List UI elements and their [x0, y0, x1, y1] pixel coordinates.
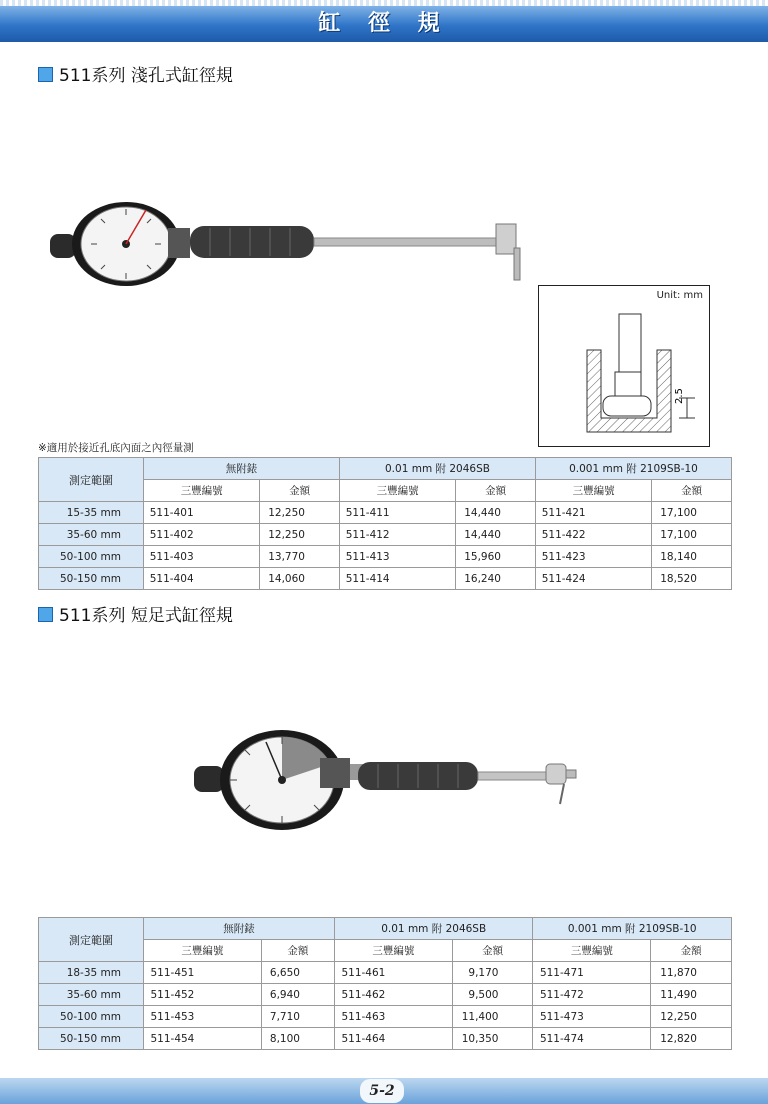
- group-2109sb-header: 0.001 mm 附 2109SB-10: [533, 918, 732, 940]
- price-cell: 12,250: [260, 502, 340, 524]
- range-cell: 50-100 mm: [39, 1006, 144, 1028]
- group-no-indicator-header: 無附錶: [144, 918, 335, 940]
- model-header: 三豐編號: [144, 480, 260, 502]
- range-cell: 50-150 mm: [39, 1028, 144, 1050]
- table-row: [39, 1006, 732, 1028]
- price-cell: 15,960: [456, 546, 536, 568]
- table-row: [39, 568, 732, 590]
- model-cell: 511-453: [144, 1006, 262, 1028]
- model-cell: 511-413: [339, 546, 455, 568]
- price-cell: 6,940: [261, 984, 334, 1006]
- group-2046sb-header: 0.01 mm 附 2046SB: [334, 918, 532, 940]
- model-cell: 511-462: [334, 984, 452, 1006]
- group-2109sb-header: 0.001 mm 附 2109SB-10: [535, 458, 731, 480]
- price-cell: 17,100: [652, 502, 732, 524]
- price-cell: 9,500: [452, 984, 533, 1006]
- price-table-shallow: [38, 457, 732, 590]
- model-cell: 511-412: [339, 524, 455, 546]
- table-row: [39, 502, 732, 524]
- range-cell: 15-35 mm: [39, 502, 144, 524]
- model-cell: 511-421: [535, 502, 651, 524]
- usage-note: ※適用於接近孔底內面之內徑量測: [38, 442, 194, 454]
- range-cell: 35-60 mm: [39, 984, 144, 1006]
- range-cell: 18-35 mm: [39, 962, 144, 984]
- model-cell: 511-401: [144, 502, 260, 524]
- bore-bottom-diagram: [538, 285, 710, 447]
- model-header: 三豐編號: [533, 940, 651, 962]
- group-2046sb-header: 0.01 mm 附 2046SB: [339, 458, 535, 480]
- model-cell: 511-454: [144, 1028, 262, 1050]
- price-cell: 6,650: [261, 962, 334, 984]
- price-cell: 11,400: [452, 1006, 533, 1028]
- price-cell: 14,060: [260, 568, 340, 590]
- price-cell: 18,520: [652, 568, 732, 590]
- model-cell: 511-422: [535, 524, 651, 546]
- model-cell: 511-474: [533, 1028, 651, 1050]
- model-cell: 511-451: [144, 962, 262, 984]
- price-cell: 16,240: [456, 568, 536, 590]
- model-header: 三豐編號: [144, 940, 262, 962]
- unit-label: Unit: mm: [656, 290, 703, 301]
- price-cell: 8,100: [261, 1028, 334, 1050]
- model-cell: 511-461: [334, 962, 452, 984]
- price-cell: 11,870: [651, 962, 732, 984]
- model-cell: 511-473: [533, 1006, 651, 1028]
- price-cell: 17,100: [652, 524, 732, 546]
- model-cell: 511-411: [339, 502, 455, 524]
- range-header: 測定範圍: [39, 918, 144, 962]
- model-header: 三豐編號: [339, 480, 455, 502]
- model-cell: 511-452: [144, 984, 262, 1006]
- range-cell: 50-100 mm: [39, 546, 144, 568]
- price-cell: 12,820: [651, 1028, 732, 1050]
- table-row: [39, 962, 732, 984]
- model-cell: 511-423: [535, 546, 651, 568]
- price-cell: 9,170: [452, 962, 533, 984]
- section-title-text: 511系列 短足式缸徑規: [59, 606, 233, 626]
- table-row: [39, 984, 732, 1006]
- model-header: 三豐編號: [535, 480, 651, 502]
- model-header: 三豐編號: [334, 940, 452, 962]
- diagram-drawing: [539, 286, 709, 446]
- price-cell: 11,490: [651, 984, 732, 1006]
- range-cell: 35-60 mm: [39, 524, 144, 546]
- model-cell: 511-414: [339, 568, 455, 590]
- table-row: [39, 546, 732, 568]
- section-title-text: 511系列 淺孔式缸徑規: [59, 66, 233, 86]
- bore-gauge-shallow-image: [50, 198, 530, 288]
- price-header: 金額: [456, 480, 536, 502]
- bore-gauge-short-leg-image: [194, 728, 594, 834]
- model-cell: 511-472: [533, 984, 651, 1006]
- section-bullet-icon: [38, 67, 53, 82]
- model-cell: 511-402: [144, 524, 260, 546]
- price-cell: 18,140: [652, 546, 732, 568]
- section-title-511-shallow: [38, 66, 233, 86]
- table-row: [39, 524, 732, 546]
- price-header: 金額: [260, 480, 340, 502]
- model-cell: 511-424: [535, 568, 651, 590]
- price-header: 金額: [651, 940, 732, 962]
- page-number: 5-2: [360, 1079, 404, 1103]
- model-cell: 511-404: [144, 568, 260, 590]
- price-cell: 10,350: [452, 1028, 533, 1050]
- price-header: 金額: [452, 940, 533, 962]
- price-header: 金額: [652, 480, 732, 502]
- range-cell: 50-150 mm: [39, 568, 144, 590]
- price-cell: 12,250: [651, 1006, 732, 1028]
- price-cell: 12,250: [260, 524, 340, 546]
- price-table-short-leg: [38, 917, 732, 1050]
- model-cell: 511-471: [533, 962, 651, 984]
- price-cell: 13,770: [260, 546, 340, 568]
- price-header: 金額: [261, 940, 334, 962]
- section-bullet-icon: [38, 607, 53, 622]
- model-cell: 511-464: [334, 1028, 452, 1050]
- section-title-511-short-leg: [38, 606, 233, 626]
- diagram-dimension-label: 2.5: [674, 388, 685, 404]
- price-cell: 14,440: [456, 524, 536, 546]
- price-cell: 7,710: [261, 1006, 334, 1028]
- page-title: 缸 徑 規: [318, 11, 450, 36]
- price-cell: 14,440: [456, 502, 536, 524]
- range-header: 測定範圍: [39, 458, 144, 502]
- model-cell: 511-403: [144, 546, 260, 568]
- table-row: [39, 1028, 732, 1050]
- group-no-indicator-header: 無附錶: [144, 458, 340, 480]
- model-cell: 511-463: [334, 1006, 452, 1028]
